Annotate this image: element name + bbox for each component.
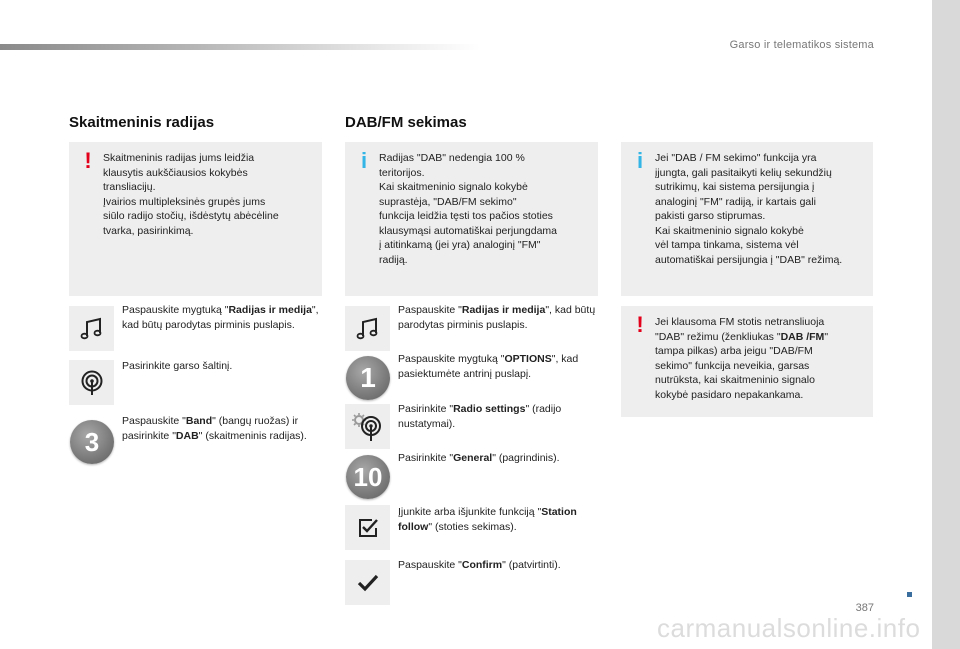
note-line: nutrūksta, kai skaitmeninio signalo: [655, 374, 815, 386]
note-line: automatiškai persijungia į "DAB" režimą.: [655, 253, 843, 266]
step-text-press-radio-media: Paspauskite mygtuką "Radijas ir medija", kad būtų parodytas pirminis puslapis.: [122, 304, 319, 331]
note-line: analoginį "FM" radiją, ir kartais gali: [655, 195, 816, 208]
step-text-options: Paspauskite mygtuką "OPTIONS", kad pasiektumėte antrinį puslapį.: [398, 353, 579, 380]
note-line: teritorijos.: [379, 166, 425, 179]
warning-icon: !: [636, 312, 644, 337]
page-marker: [907, 592, 912, 597]
note-line: sutrikimų, kai sistema persijungia į: [655, 181, 815, 193]
warning-note-digital-radio: [69, 142, 322, 296]
note-line: "DAB" režimu (ženkliukas "DAB /FM": [655, 330, 829, 343]
step-text-confirm: Paspauskite "Confirm" (patvirtinti).: [398, 559, 561, 571]
note-line: įjungta, gali pasitaikyti kelių sekundžių: [655, 166, 832, 179]
warning-note-fm-not-dab: [621, 306, 873, 417]
info-icon: i: [360, 148, 368, 173]
note-line: tvarka, pasirinkimą.: [103, 224, 194, 237]
note-line: funkcija leidžia tęsti tos pačios stoties: [379, 210, 553, 222]
note-line: vėl tampa tinkama, sistema vėl: [655, 239, 799, 251]
warning-icon: !: [84, 148, 92, 173]
note-line: suprastėja, "DAB/FM sekimo": [379, 195, 517, 208]
note-line: klausymąsi automatiškai perjungdama: [379, 224, 558, 237]
music-note-icon: [345, 306, 390, 351]
step-text-select-source: Pasirinkite garso šaltinį.: [122, 360, 233, 372]
step-number-circle: 3: [70, 420, 114, 464]
step-text-radio-settings: Pasirinkite "Radio settings" (radijo nustatymai).: [398, 403, 562, 430]
step-text-station-follow: Įjunkite arba išjunkite funkciją "Station follow" (stoties sekimas).: [398, 506, 577, 533]
note-line: Jei klausoma FM stotis netransliuoja: [655, 316, 825, 328]
note-line: Įvairios multipleksinės grupės jums: [103, 195, 266, 208]
note-line: transliacijų.: [103, 181, 156, 193]
radio-settings-icon: [345, 404, 390, 449]
note-line: į atitinkamą (jei yra) analoginį "FM": [379, 239, 541, 251]
note-line: Jei "DAB / FM sekimo" funkcija yra: [655, 152, 817, 164]
step-number-circle: 1: [346, 356, 390, 400]
step-number-circle: 10: [346, 455, 390, 499]
page-header-title: Garso ir telematikos sistema: [729, 39, 874, 51]
step-text-general: Pasirinkite "General" (pagrindinis).: [398, 452, 560, 464]
note-line: Radijas "DAB" nedengia 100 %: [379, 152, 525, 164]
note-line: sekimo" funkcija neveikia, garsas: [655, 359, 810, 372]
step-text-band-dab: Paspauskite "Band" (bangų ruožas) ir pasirinkite "DAB" (skaitmeninis radijas).: [122, 415, 307, 442]
info-icon: i: [636, 148, 644, 173]
note-line: siūlo radijo stočių, išdėstytų abėcėline: [103, 210, 279, 222]
radio-source-icon: [69, 360, 114, 405]
note-line: klausytis aukščiausios kokybės: [103, 166, 248, 179]
page-number: 387: [855, 602, 874, 614]
note-line: Kai skaitmeninio signalo kokybė: [379, 181, 528, 193]
section-title-dab-fm: DAB/FM sekimas: [345, 114, 467, 131]
step-text-press-radio-media: Paspauskite "Radijas ir medija", kad būtų parodytas pirminis puslapis.: [398, 304, 596, 331]
note-line: kokybė pasidaro nepakankama.: [655, 388, 804, 401]
watermark: carmanualsonline.info: [657, 613, 921, 643]
note-line: Kai skaitmeninio signalo kokybė: [655, 224, 804, 237]
note-line: tampa pilkas) arba jeigu "DAB/FM: [655, 345, 813, 357]
note-line: radiją.: [379, 253, 408, 266]
note-line: Skaitmeninis radijas jums leidžia: [103, 152, 255, 164]
info-note-follow-interruptions: [621, 142, 873, 296]
music-note-icon: [69, 306, 114, 351]
info-note-dab-coverage: [345, 142, 598, 296]
checkbox-icon: [345, 505, 390, 550]
header-gradient-bar: [0, 44, 480, 50]
section-title-digital-radio: Skaitmeninis radijas: [69, 114, 215, 131]
side-strip: [932, 0, 960, 649]
note-line: pakisti garso stiprumas.: [655, 210, 766, 222]
checkmark-icon: [345, 560, 390, 605]
